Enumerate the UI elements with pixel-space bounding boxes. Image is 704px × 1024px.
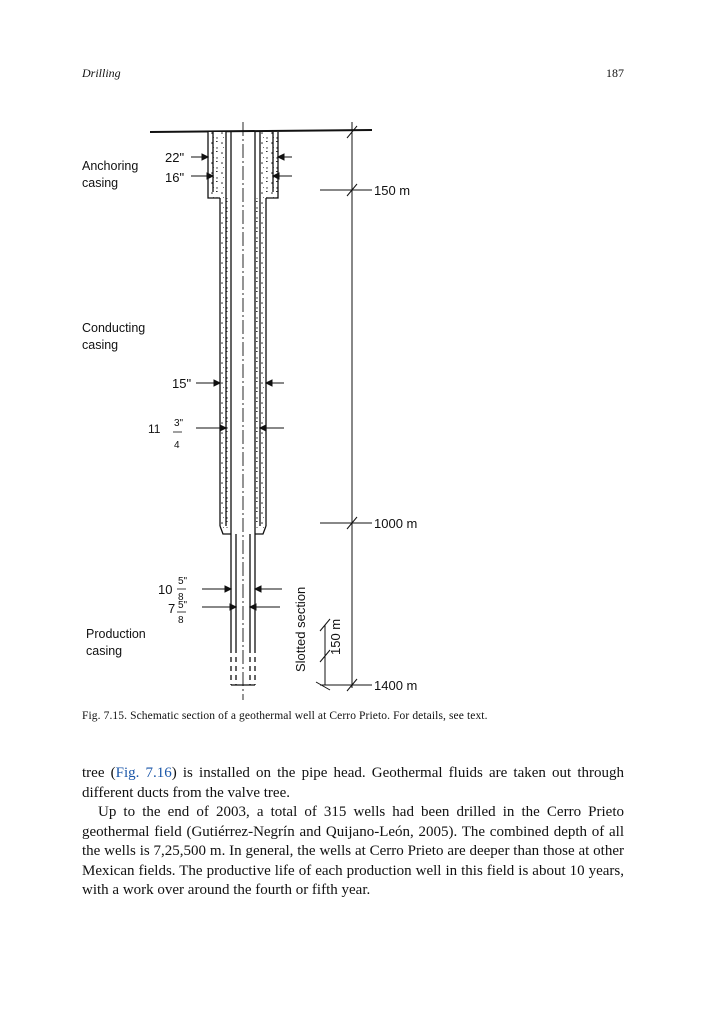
running-head xyxy=(82,66,624,84)
figure-caption xyxy=(82,710,642,722)
well-schematic xyxy=(0,100,704,700)
casing-size-labels xyxy=(148,150,191,626)
conducting-casing-label: Conducting casing xyxy=(82,321,146,352)
well-schematic-figure xyxy=(0,100,704,700)
anchoring-casing-label: Anchoring casing xyxy=(82,159,139,190)
depth-1400-label: 1400 m xyxy=(374,678,418,693)
size-10-den: 8 xyxy=(178,592,184,603)
size-16-label: 16" xyxy=(165,170,185,185)
section-title: Drilling xyxy=(82,66,121,80)
size-arrows xyxy=(191,154,292,610)
caption-text: Schematic section of a geothermal well at Cerro Prieto. For details, see text. xyxy=(130,710,488,722)
size-7-num: 5" xyxy=(178,600,188,611)
size-10-num: 5" xyxy=(178,576,188,587)
page-number: 187 xyxy=(606,66,624,80)
production-casing-label: Production casing xyxy=(86,627,146,658)
anchoring-cement-right xyxy=(260,132,278,198)
depth-labels xyxy=(374,183,417,693)
depth-1000-label: 1000 m xyxy=(374,516,418,531)
size-7-den: 8 xyxy=(178,615,184,626)
paragraph-1: tree (Fig. 7.16) is installed on the pipe head. Geothermal fluids are taken out through different ducts from the valve tree. xyxy=(82,765,624,801)
size-15-label: 15" xyxy=(172,376,192,391)
ground-line xyxy=(150,130,372,132)
size-7-whole: 7 xyxy=(168,601,176,616)
size-11-num: 3" xyxy=(174,418,184,429)
size-22-label: 22" xyxy=(165,150,185,165)
figure-link[interactable]: Fig. 7.16 xyxy=(115,765,172,781)
size-10-whole: 10 xyxy=(158,582,173,597)
body-text xyxy=(82,764,624,901)
anchoring-cement-left xyxy=(208,132,226,198)
depth-scale xyxy=(316,122,372,691)
caption-label: Fig. 7.15. xyxy=(82,710,128,722)
depth-150-label: 150 m xyxy=(374,183,411,198)
size-11-den: 4 xyxy=(174,440,180,451)
size-11-whole: 11 xyxy=(148,422,161,436)
slotted-length-label: 150 m xyxy=(328,618,343,655)
slotted-section-label: Slotted section xyxy=(293,586,308,672)
paragraph-2: Up to the end of 2003, a total of 315 wells had been drilled in the Cerro Prieto geothermal field (Gutiérrez-Negrín and Quijano-León, 2005). The combined depth of all the wells is 7,25,500 m. In general, the wells at Cerro Prieto are deeper than those at other Mexican fields. The productive life of each production well in this field is about 10 years, with a work over around the fourth or fifth year. xyxy=(82,804,624,898)
